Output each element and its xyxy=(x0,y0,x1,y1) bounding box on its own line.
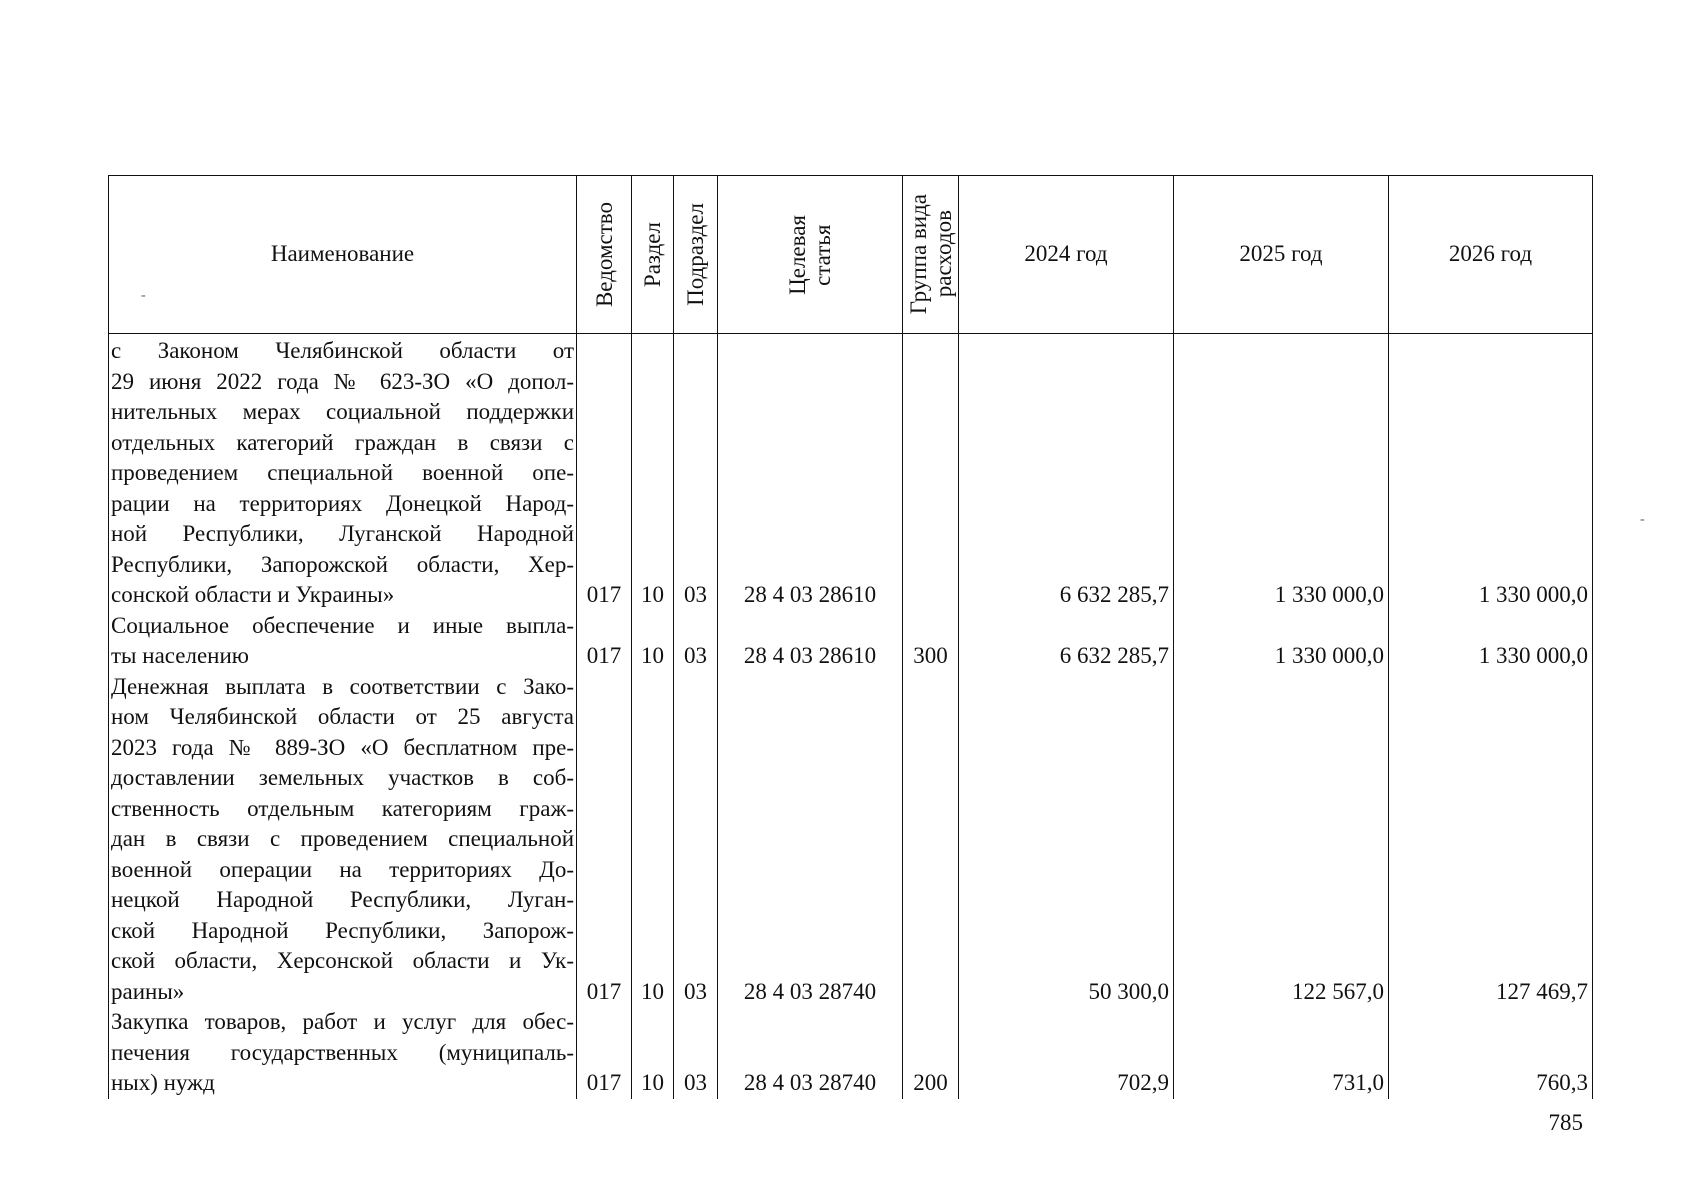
name-line: нецкой Народной Республики, Луган- xyxy=(111,887,574,912)
name-line: проведением специальной военной опе- xyxy=(111,460,574,485)
header-podrazdel: Подраздел xyxy=(674,176,718,334)
cell-vedomstvo: 017 xyxy=(577,672,632,1008)
name-line: сонской области и Украины» xyxy=(111,582,395,607)
table-row xyxy=(109,672,1593,1008)
scan-dot-mark: - xyxy=(141,288,146,303)
name-line: Республики, Запорожской области, Хер- xyxy=(111,551,574,577)
cell-2025: 1 330 000,0 xyxy=(1174,334,1389,611)
cell-celevaya-statya: 28 4 03 28610 xyxy=(718,611,903,672)
name-line: доставлении земельных участков в соб- xyxy=(111,765,574,790)
cell-gruppa: 200 xyxy=(903,1007,959,1099)
name-line: нительных мерах социальной поддержки xyxy=(111,399,574,424)
name-line: ной Республики, Луганской Народной xyxy=(111,521,574,546)
cell-razdel: 10 xyxy=(632,334,674,611)
name-line: 29 июня 2022 года № 623-ЗО «О допол- xyxy=(111,368,574,394)
name-line: ственность отдельным категориям граж- xyxy=(111,795,574,821)
cell-podrazdel: 03 xyxy=(674,1007,718,1099)
cell-2025: 1 330 000,0 xyxy=(1174,611,1389,672)
cell-celevaya-statya: 28 4 03 28610 xyxy=(718,334,903,611)
name-line: ской области, Херсонской области и Ук- xyxy=(111,948,574,973)
cell-vedomstvo: 017 xyxy=(577,334,632,611)
cell-vedomstvo: 017 xyxy=(577,611,632,672)
page-number: 785 xyxy=(1548,1110,1583,1135)
name-line: Денежная выплата в соответствии с Зако- xyxy=(111,673,574,699)
name-line: ты населению xyxy=(111,643,249,668)
name-line: военной операции на территориях До- xyxy=(111,856,574,882)
cell-2025: 122 567,0 xyxy=(1174,672,1389,1008)
cell-2024: 50 300,0 xyxy=(959,672,1174,1008)
cell-gruppa: 300 xyxy=(903,611,959,672)
cell-2026: 127 469,7 xyxy=(1389,672,1593,1008)
cell-2024: 6 632 285,7 xyxy=(959,334,1174,611)
name-line: рации на территориях Донецкой Народ- xyxy=(111,490,574,516)
cell-2024: 6 632 285,7 xyxy=(959,611,1174,672)
cell-name xyxy=(109,611,577,672)
cell-podrazdel: 03 xyxy=(674,611,718,672)
name-line: раины» xyxy=(111,978,185,1004)
cell-2025: 731,0 xyxy=(1174,1007,1389,1099)
cell-podrazdel: 03 xyxy=(674,672,718,1008)
header-razdel: Раздел xyxy=(632,176,674,334)
table-row xyxy=(109,1007,1593,1099)
budget-table xyxy=(108,175,1593,1099)
cell-gruppa xyxy=(903,334,959,611)
cell-razdel: 10 xyxy=(632,611,674,672)
name-line: отдельных категорий граждан в связи с xyxy=(111,429,574,455)
header-2025: 2025 год xyxy=(1174,176,1389,334)
cell-razdel: 10 xyxy=(632,672,674,1008)
table-header-row xyxy=(109,176,1593,334)
name-line: ных) нужд xyxy=(111,1070,215,1095)
cell-2026: 760,3 xyxy=(1389,1007,1593,1099)
cell-vedomstvo: 017 xyxy=(577,1007,632,1099)
name-line: с Законом Челябинской области от xyxy=(111,338,574,363)
header-celevaya-statya: Целевая статья xyxy=(718,176,903,334)
name-line: ской Народной Республики, Запорож- xyxy=(111,917,574,943)
table-row xyxy=(109,611,1593,672)
cell-razdel: 10 xyxy=(632,1007,674,1099)
cell-2026: 1 330 000,0 xyxy=(1389,334,1593,611)
cell-podrazdel: 03 xyxy=(674,334,718,611)
name-line: печения государственных (муниципаль- xyxy=(111,1039,574,1065)
cell-name xyxy=(109,1007,577,1099)
name-line: Закупка товаров, работ и услуг для обес- xyxy=(111,1009,574,1034)
cell-name xyxy=(109,672,577,1008)
cell-2024: 702,9 xyxy=(959,1007,1174,1099)
name-line: ном Челябинской области от 25 августа xyxy=(111,704,574,729)
header-vedomstvo: Ведомство xyxy=(577,176,632,334)
table-row xyxy=(109,334,1593,611)
name-line: Социальное обеспечение и иные выпла- xyxy=(111,612,574,638)
cell-celevaya-statya: 28 4 03 28740 xyxy=(718,1007,903,1099)
cell-gruppa xyxy=(903,672,959,1008)
header-name: Наименование xyxy=(109,176,577,334)
cell-celevaya-statya: 28 4 03 28740 xyxy=(718,672,903,1008)
header-2026: 2026 год xyxy=(1389,176,1593,334)
name-line: 2023 года № 889-ЗО «О бесплатном пре- xyxy=(111,734,574,760)
cell-2026: 1 330 000,0 xyxy=(1389,611,1593,672)
scan-dot-mark: - xyxy=(1640,512,1645,527)
header-2024: 2024 год xyxy=(959,176,1174,334)
table-body xyxy=(109,334,1593,1099)
header-gruppa-vida-rashodov: Группа вида расходов xyxy=(903,176,959,334)
name-line: дан в связи с проведением специальной xyxy=(111,826,574,851)
cell-name xyxy=(109,334,577,611)
